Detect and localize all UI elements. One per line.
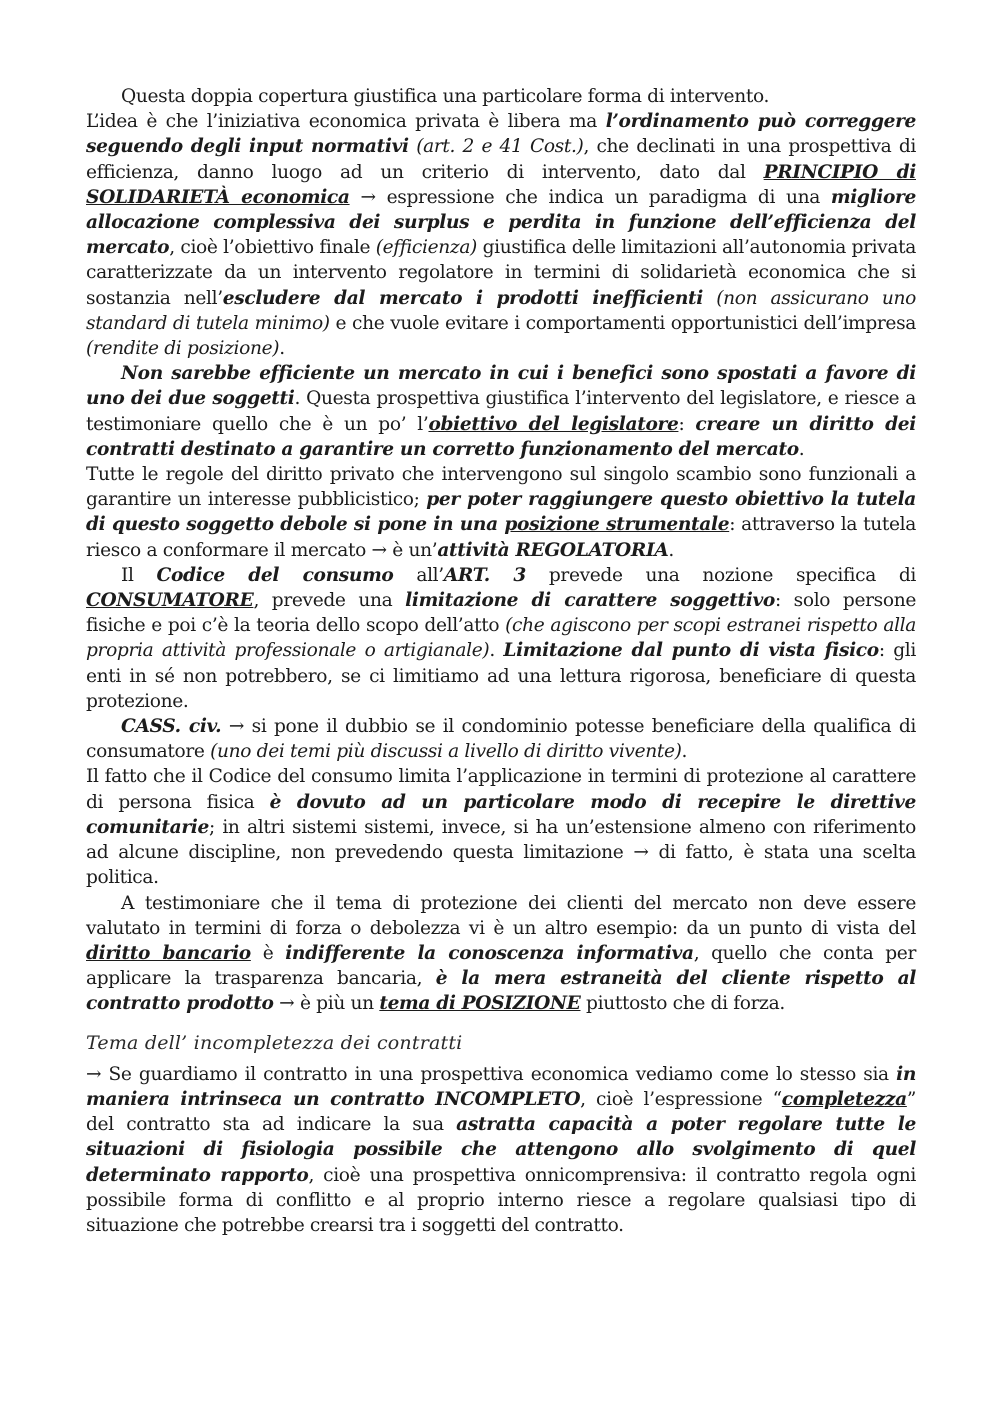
text-run: e che vuole evitare i comportamenti opportunistici dell’impresa [329, 312, 916, 334]
paragraph-7 [86, 764, 916, 890]
text-run: L’idea è che l’iniziativa economica privata è libera ma [86, 111, 606, 133]
text-run: : solo persone fisiche e poi c’è la teoria dello scopo dell’atto [86, 590, 916, 637]
text-run: l’ordinamento può correggere seguendo degli input normativi [86, 111, 916, 158]
text-run: tema di POSIZIONE [379, 993, 581, 1015]
text-run: CONSUMATORE [86, 590, 254, 612]
paragraph-5 [86, 563, 916, 714]
text-run: creare un diritto dei contratti destinato a garantire un corretto funzionamento del mercato [86, 413, 916, 460]
text-run: (efficienza) [375, 237, 477, 259]
text-run: migliore allocazione complessiva dei surplus e perdita in funzione dell’efficienza del mercato [86, 186, 916, 259]
text-run: , quello che conta per applicare la trasparenza bancaria, [86, 942, 916, 990]
text-run: in maniera intrinseca un contratto INCOMPLETO [86, 1063, 916, 1110]
text-run: limitazione di carattere soggettivo [405, 590, 775, 612]
text-run: per poter raggiungere questo obiettivo la tutela di questo soggetto debole si pone in una [86, 489, 916, 536]
text-run: Il [121, 564, 157, 586]
text-run: Codice del consumo [156, 564, 394, 586]
text-run: (non assicurano uno standard di tutela minimo) [86, 287, 916, 334]
text-run: piuttosto che di forza. [580, 993, 785, 1015]
text-run: : gli enti in sé non potrebbero, se ci limitiamo ad una lettura rigorosa, beneficiare di questa protezione. [86, 640, 916, 712]
text-run: ” del contratto sta ad indicare la sua [86, 1088, 916, 1136]
text-run: CASS. civ. [121, 716, 222, 738]
text-run: . Questa prospettiva giustifica l’intervento del legislatore, e riesce a testimoniare quello che è un po’ l’ [86, 388, 916, 435]
text-run: diritto bancario [86, 942, 251, 964]
text-run: , prevede una [253, 590, 406, 612]
text-run: all’ [393, 564, 444, 586]
text-run: attività REGOLATORIA [437, 539, 669, 561]
text-run: . [279, 338, 285, 360]
text-run: indifferente la conoscenza informativa [285, 942, 694, 964]
text-run: Non sarebbe efficiente un mercato in cui i benefici sono spostati a favore di uno dei due soggetti [86, 363, 916, 410]
text-run: (rendite di posizione) [86, 338, 280, 360]
text-run: escludere dal mercato i prodotti inefficienti [222, 287, 703, 309]
paragraph-8 [86, 891, 916, 1017]
text-run: (uno dei temi più discussi a livello di diritto vivente) [210, 741, 682, 763]
text-run [703, 288, 716, 309]
text-run: (che agiscono per scopi estranei rispetto alla propria attività professionale o artigianale) [86, 615, 916, 662]
text-run: ; in altri sistemi sistemi, invece, si ha un’estensione almeno con riferimento ad alcune discipline, non prevedendo questa limitazione → di fatto, è stata una scelta politica. [86, 816, 916, 889]
document-page [86, 84, 916, 1238]
paragraph-3 [86, 361, 916, 462]
paragraph-1: Questa doppia copertura giustifica una particolare forma di intervento. [121, 86, 770, 107]
text-run: → espressione che indica un paradigma di una [349, 186, 831, 208]
text-run: : attraverso la tutela riesco a conformare il mercato → è un’ [86, 514, 917, 561]
text-run: prevede una nozione specifica di [525, 564, 916, 586]
text-run: , cioè una prospettiva onnicomprensiva: il contratto regola ogni possibile forma di conflitto e al proprio interno riesce a regolare qualsiasi tipo di situazione che potrebbe crearsi tra i soggetti del contratto. [86, 1164, 916, 1236]
text-run: , che declinati in una prospettiva di efficienza, danno luogo ad un criterio di intervento, dato dal [86, 136, 917, 183]
text-run: . [681, 741, 688, 763]
text-run: posizione strumentale [504, 514, 730, 536]
text-run: , cioè l’espressione “ [580, 1088, 782, 1110]
text-run: giustifica delle limitazioni all’autonomia privata caratterizzate da un intervento regolatore in termini di solidarietà economica che si sostanzia nell’ [86, 237, 916, 309]
text-run: PRINCIPIO di SOLIDARIETÀ economica [86, 161, 916, 208]
text-run: , cioè l’obiettivo finale [169, 237, 376, 259]
text-run: . [798, 438, 805, 460]
text-run: è dovuto ad un particolare modo di recepire le direttive comunitarie [86, 791, 916, 838]
paragraph-9 [86, 1062, 916, 1238]
paragraph-2 [86, 109, 916, 361]
text-run: A testimoniare che il tema di protezione dei clienti del mercato non deve essere valutato in termini di forza o debolezza vi è un altro esempio: da un punto di vista del [86, 892, 916, 939]
text-run: astratta capacità a poter regolare tutte le situazioni di fisiologia possibile che attengono allo svolgimento di quel determinato rapporto [86, 1114, 916, 1186]
text-run: Tutte le regole del diritto privato che intervengono sul singolo scambio sono funzionali a garantire un interesse pubblicistico; [86, 464, 916, 511]
text-run: → è più un [273, 993, 380, 1015]
text-run: → si pone il dubbio se il condominio potesse beneficiare della qualifica di consumatore [86, 716, 916, 763]
text-run: Limitazione dal punto di vista fisico [503, 640, 879, 662]
text-run: obiettivo del legislatore [428, 413, 679, 435]
text-run: è la mera estraneità del cliente rispetto al contratto prodotto [86, 968, 916, 1015]
paragraph-6 [86, 714, 916, 764]
text-run: Il fatto che il Codice del consumo limita l’applicazione in termini di protezione al carattere di persona fisica [86, 766, 916, 813]
paragraph-4 [86, 462, 916, 563]
text-run: . [668, 539, 674, 561]
text-run: → Se guardiamo il contratto in una prospettiva economica vediamo come lo stesso sia [86, 1063, 897, 1085]
text-run: (art. 2 e 41 Cost.) [416, 136, 584, 158]
text-run: ART. 3 [443, 564, 526, 586]
text-run: è [250, 942, 286, 964]
text-run: : [678, 413, 696, 435]
section-heading: Tema dell’ incompletezza dei contratti [86, 1031, 463, 1054]
text-run: . [489, 640, 504, 662]
text-run: completezza [781, 1088, 907, 1110]
